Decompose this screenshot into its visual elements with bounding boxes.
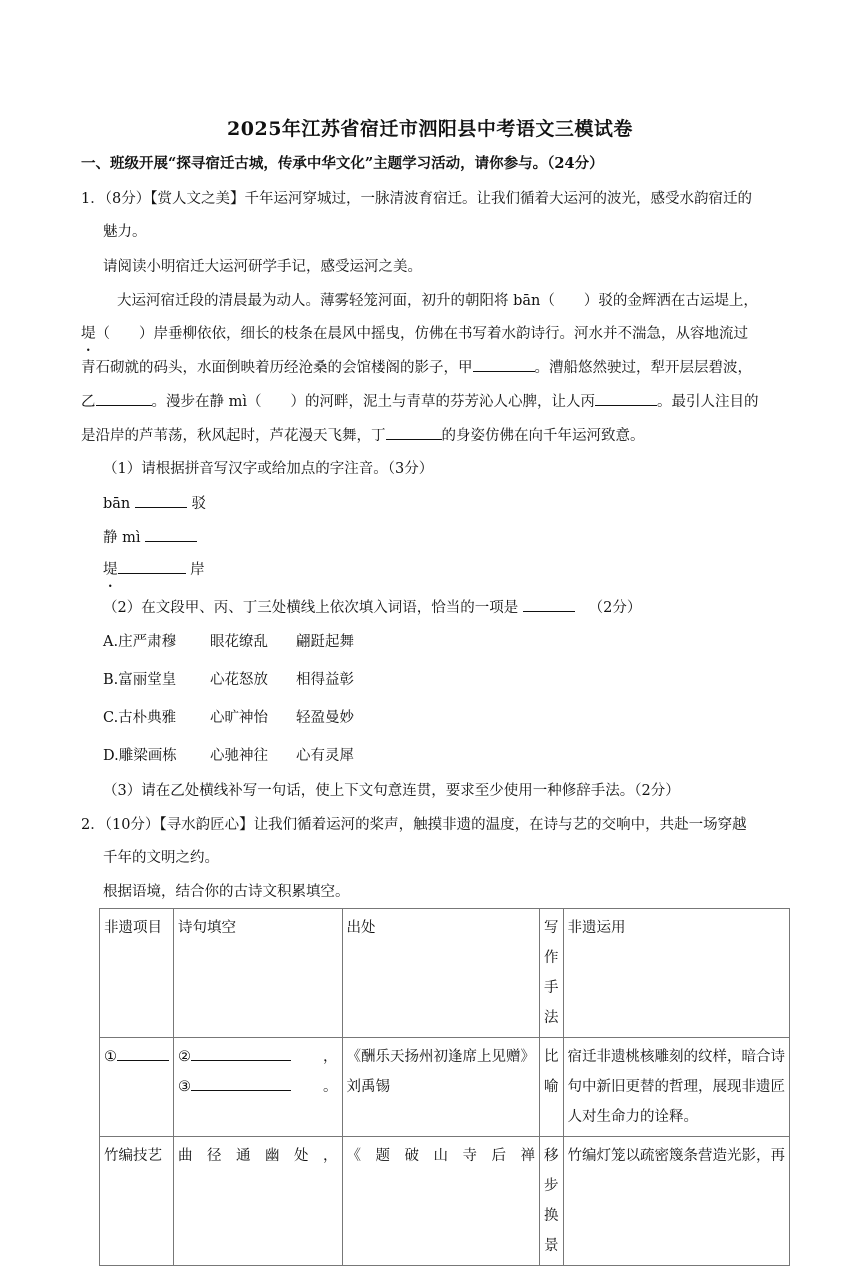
passage-line-2: 堤（ ）岸垂柳依依，细长的枝条在晨风中摇曳，仿佛在书写着水韵诗行。河水并不湍急，从容地流过: [81, 326, 748, 342]
option-d[interactable]: D.雕梁画栋 心驰神往 心有灵犀: [103, 748, 354, 764]
table-cell: 《酬乐天扬州初逢席上见赠》刘禹锡: [342, 1038, 540, 1137]
q1-sub3: （3）请在乙处横线补写一句话，使上下文句意连贯，要求至少使用一种修辞手法。（2分）: [103, 783, 680, 799]
blank-bing[interactable]: [595, 391, 657, 406]
table-cell: ①: [100, 1038, 174, 1137]
passage-line-3: 青石砌就的码头，水面倒映着历经沧桑的会馆楼阁的影子，甲 。漕船悠然驶过，犁开层层碧波，: [81, 357, 752, 378]
blank-item-2[interactable]: [191, 1046, 291, 1061]
answer-blank-mi[interactable]: [145, 527, 197, 542]
table-header: 出处: [342, 909, 540, 1038]
table-header-row: [100, 909, 790, 1038]
table-cell: 竹编技艺: [100, 1137, 174, 1266]
passage-line-5: 是沿岸的芦苇荡，秋风起时，芦花漫天飞舞，丁 的身姿仿佛在向千年运河致意。: [81, 425, 645, 446]
table-cell: ② ， ③ 。: [174, 1038, 343, 1137]
table-header: 非遗运用: [563, 909, 790, 1038]
table-row: [100, 1137, 790, 1266]
table-cell: 竹编灯笼以疏密篾条营造光影，再: [563, 1137, 790, 1266]
blank-item-1[interactable]: [117, 1046, 169, 1061]
answer-ban: bān 驳: [103, 493, 206, 514]
table-header: 诗句填空: [174, 909, 343, 1038]
dotted-char: 堤: [81, 326, 96, 342]
table-cell: 曲 径 通 幽 处 ，: [174, 1137, 343, 1266]
blank-yi[interactable]: [96, 391, 152, 406]
answer-di: 堤 岸: [103, 559, 205, 580]
option-a[interactable]: A.庄严肃穆 眼花缭乱 翩跹起舞: [103, 634, 354, 650]
table-header: 写作手法: [540, 909, 564, 1038]
table-cell: 《 题 破 山 寺 后 禅: [342, 1137, 540, 1266]
blank-jia[interactable]: [473, 357, 535, 372]
q1-prompt-line1: 1．（8分）【赏人文之美】千年运河穿城过，一脉清波育宿迁。让我们循着大运河的波光，感受水韵宿迁的: [81, 191, 752, 207]
answer-blank-di[interactable]: [118, 559, 186, 574]
answer-blank-ban[interactable]: [135, 493, 187, 508]
table-cell: 移步换景: [540, 1137, 564, 1266]
blank-item-3[interactable]: [191, 1076, 291, 1091]
q2-prompt-line1: 2．（10分）【寻水韵匠心】让我们循着运河的桨声，触摸非遗的温度，在诗与艺的交响中，共赴一场穿越: [81, 817, 747, 833]
answer-mi: 静 mì: [103, 527, 197, 548]
passage-line-1: 大运河宿迁段的清晨最为动人。薄雾轻笼河面，初升的朝阳将 bān（ ）驳的金辉洒在古运堤上，: [117, 293, 758, 309]
blank-ding[interactable]: [386, 425, 442, 440]
q1-sub1: （1）请根据拼音写汉字或给加点的字注音。（3分）: [103, 461, 434, 477]
table-cell: 宿迁非遗桃核雕刻的纹样，暗合诗句中新旧更替的哲理，展现非遗匠人对生命力的诠释。: [563, 1038, 790, 1137]
q2-prompt-line2: 千年的文明之约。: [103, 850, 219, 866]
page-title: 2025年江苏省宿迁市泗阳县中考语文三模试卷: [227, 118, 633, 140]
fill-table: [99, 908, 790, 1266]
q2-intro: 根据语境，结合你的古诗文积累填空。: [103, 884, 350, 900]
option-b[interactable]: B.富丽堂皇 心花怒放 相得益彰: [103, 672, 354, 688]
q1-prompt-line2: 魅力。: [103, 224, 147, 240]
table-row: [100, 1038, 790, 1137]
option-c[interactable]: C.古朴典雅 心旷神怡 轻盈曼妙: [103, 710, 354, 726]
section-heading: 一、班级开展“探寻宿迁古城，传承中华文化”主题学习活动，请你参与。（24分）: [81, 155, 604, 172]
q1-sub2: （2）在文段甲、丙、丁三处横线上依次填入词语，恰当的一项是 （2分）: [103, 597, 641, 618]
table-cell: 比喻: [540, 1038, 564, 1137]
q1-intro: 请阅读小明宿迁大运河研学手记，感受运河之美。: [103, 259, 422, 275]
choice-blank[interactable]: [523, 597, 575, 612]
table-header: 非遗项目: [100, 909, 174, 1038]
passage-line-4: 乙 。漫步在静 mì（ ）的河畔，泥土与青草的芬芳沁人心脾，让人丙 。最引人注目的: [81, 391, 759, 412]
